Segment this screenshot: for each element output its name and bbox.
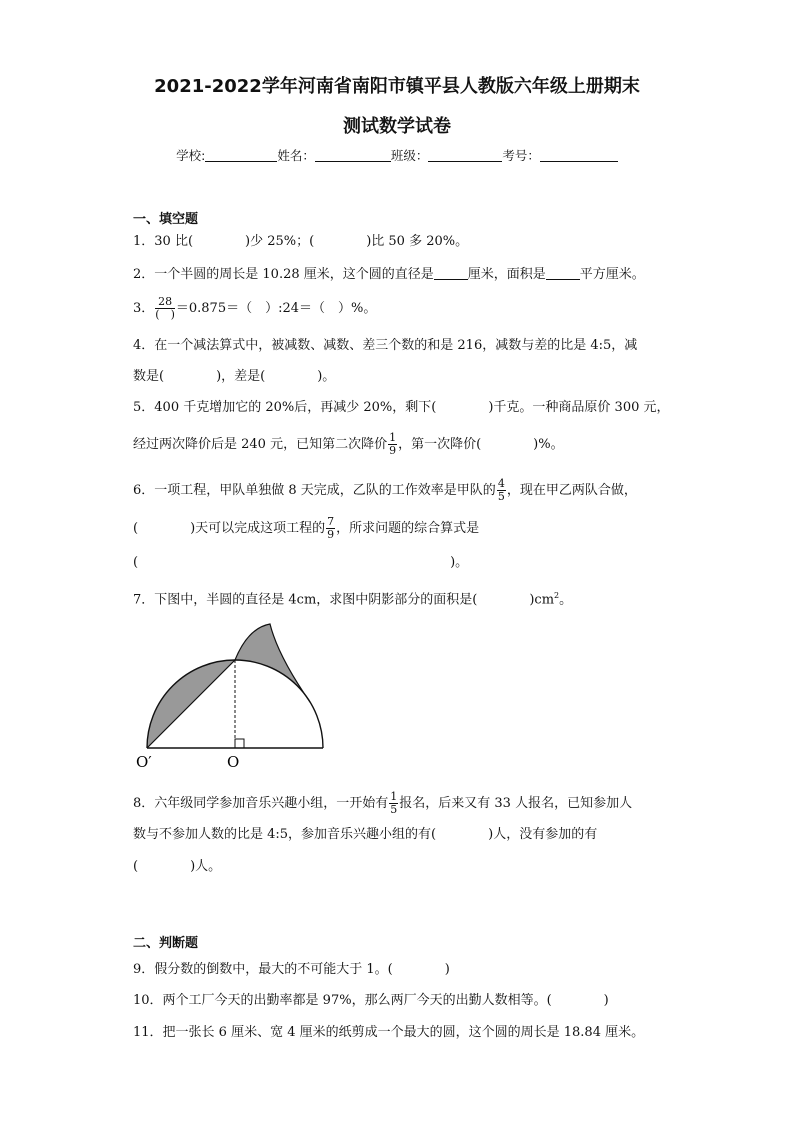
question-7 xyxy=(133,588,572,608)
question-4-line-2: 数是( )，差是( )。 xyxy=(133,369,336,384)
q6-numerator-1: 4 xyxy=(497,477,505,490)
question-6-line-2 xyxy=(133,516,479,541)
q5-text-b: ，第一次降价( )%。 xyxy=(398,437,564,452)
question-2 xyxy=(133,266,645,283)
semicircle-figure xyxy=(130,618,330,774)
q7-text-a: 7．下图中，半圆的直径是 4cm，求图中阴影部分的面积是( )cm xyxy=(133,592,555,608)
q6-text-a: 6．一项工程，甲队单独做 8 天完成，乙队的工作效率是甲队的 xyxy=(133,483,496,498)
q8-denominator: 5 xyxy=(390,803,398,816)
q3-denominator: ( ) xyxy=(155,308,175,321)
name-label: 姓名： xyxy=(277,148,315,163)
right-angle-marker xyxy=(235,739,244,748)
q5-denominator: 9 xyxy=(389,444,397,457)
q7-superscript: 2 xyxy=(554,591,560,600)
question-10: 10．两个工厂今天的出勤率都是 97%，那么两厂今天的出勤人数相等。( ) xyxy=(133,993,609,1008)
question-8-line-2: 数与不参加人数的比是 4:5，参加音乐兴趣小组的有( )人，没有参加的有 xyxy=(133,827,598,842)
name-field[interactable] xyxy=(315,149,391,162)
q5-text-a: 经过两次降价后是 240 元，已知第二次降价 xyxy=(133,437,388,452)
q6-text-d: ，所求问题的综合算式是 xyxy=(336,521,480,536)
shaded-region-right xyxy=(235,624,310,702)
section-heading-fill-in: 一、填空题 xyxy=(133,212,199,227)
q2-answer-blank-2[interactable] xyxy=(546,266,580,280)
question-3 xyxy=(133,296,376,321)
q8-fraction xyxy=(389,791,398,816)
school-label: 学校: xyxy=(176,148,206,163)
q6-text-b: ，现在甲乙两队合做， xyxy=(506,483,637,498)
class-field[interactable] xyxy=(428,149,502,162)
question-9: 9．假分数的倒数中，最大的不可能大于 1。( ) xyxy=(133,962,450,977)
q3-numerator: 28 xyxy=(155,296,175,309)
question-1: 1．30 比( )少 25%；( )比 50 多 20%。 xyxy=(133,234,469,249)
page-subtitle: 测试数学试卷 xyxy=(343,116,451,137)
number-field[interactable] xyxy=(540,149,618,162)
section-heading-true-false: 二、判断题 xyxy=(133,936,199,951)
q3-text-b: ＝0.875＝（ ）:24＝（ ）%。 xyxy=(175,301,377,316)
question-8-line-3: ( )人。 xyxy=(133,859,222,874)
q6-fraction-2 xyxy=(326,516,335,541)
q2-text-a: 2．一个半圆的周长是 10.28 厘米，这个圆的直径是 xyxy=(133,267,434,282)
q8-numerator: 1 xyxy=(390,790,398,803)
q2-answer-blank-1[interactable] xyxy=(434,266,468,280)
school-field[interactable] xyxy=(205,149,277,162)
q2-text-c: 平方厘米。 xyxy=(579,267,645,282)
student-info-row xyxy=(0,146,794,164)
q6-fraction-1 xyxy=(497,478,506,503)
q6-numerator-2: 7 xyxy=(327,515,335,528)
label-o-prime: O′ xyxy=(136,753,152,771)
q6-denominator-2: 9 xyxy=(327,528,335,541)
q3-text-a: 3． xyxy=(133,301,155,316)
q6-text-c: ( )天可以完成这项工程的 xyxy=(133,521,326,536)
number-label: 考号： xyxy=(502,148,540,163)
question-5-line-2 xyxy=(133,432,564,457)
question-6-line-3: ( )。 xyxy=(133,555,469,570)
question-5-line-1: 5．400 千克增加它的 20%后，再减少 20%，剩下( )千克。一种商品原价 300 元， xyxy=(133,400,670,415)
q8-text-a: 8．六年级同学参加音乐兴趣小组，一开始有 xyxy=(133,796,389,811)
question-11: 11．把一张长 6 厘米、宽 4 厘米的纸剪成一个最大的圆，这个圆的周长是 18.84 厘米。 xyxy=(133,1025,645,1040)
q8-text-b: 报名，后来又有 33 人报名，已知参加人 xyxy=(399,796,633,811)
q7-text-b: 。 xyxy=(559,592,573,608)
question-8-line-1 xyxy=(133,791,632,816)
question-4-line-1: 4．在一个减法算式中，被减数、减数、差三个数的和是 216，减数与差的比是 4:5，减 xyxy=(133,338,638,353)
q3-fraction xyxy=(155,296,175,321)
q6-denominator-1: 5 xyxy=(497,490,505,503)
label-o: O xyxy=(227,753,240,771)
page-title: 2021-2022学年河南省南阳市镇平县人教版六年级上册期末 xyxy=(154,76,640,97)
q5-numerator: 1 xyxy=(389,431,397,444)
question-6-line-1 xyxy=(133,478,637,503)
class-label: 班级： xyxy=(390,148,429,163)
q2-text-b: 厘米，面积是 xyxy=(467,267,546,282)
q5-fraction xyxy=(388,432,397,457)
